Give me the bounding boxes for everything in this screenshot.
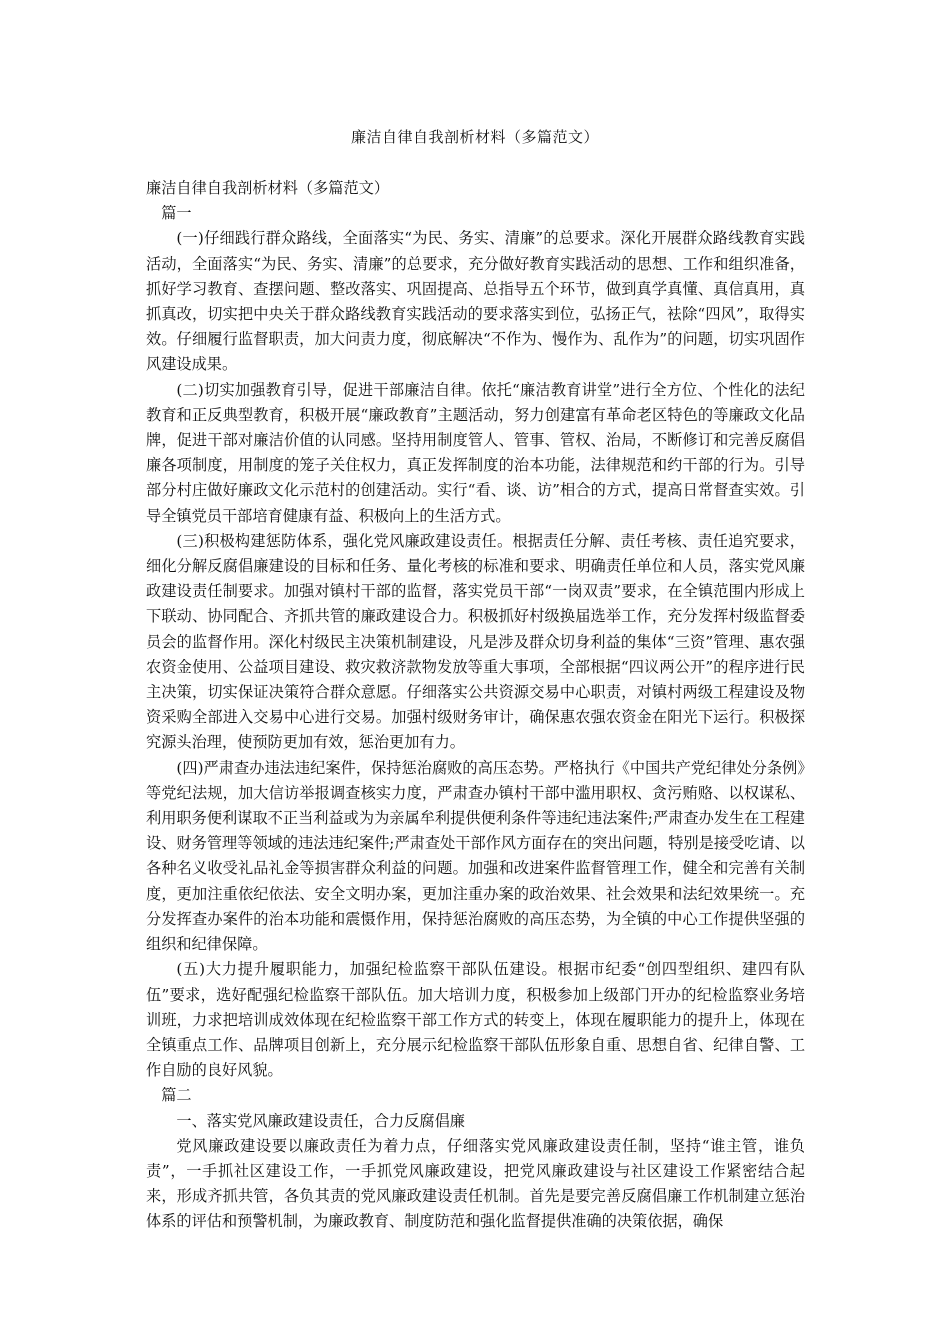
- section-heading: 一、落实党风廉政建设责任，合力反腐倡廉: [176, 1111, 465, 1130]
- paragraph: 党风廉政建设要以廉政责任为着力点，仔细落实党风廉政建设责任制，坚持“谁主管，谁负责”，一手抓社区建设工作，一手抓党风廉政建设，把党风廉政建设与社区建设工作紧密结合起来，形成齐抓共管，各负其责的党风廉政建设责任机制。首先是要完善反腐倡廉工作机制建立惩治体系的评估和预警机制，为廉政教育、制度防范和强化监督提供准确的决策依据，确保: [146, 1136, 805, 1231]
- document-body: [146, 176, 805, 1235]
- section-label-part1: 篇一: [161, 204, 192, 223]
- section-label-part2: 篇二: [161, 1086, 192, 1105]
- document-title: 廉洁自律自我剖析材料（多篇范文）: [350, 128, 599, 146]
- paragraph: (二)切实加强教育引导，促进干部廉洁自律。依托“廉洁教育讲堂”进行全方位、个性化的法纪教育和正反典型教育，积极开展“廉政教育”主题活动，努力创建富有革命老区特色的等廉政文化品牌，促进干部对廉洁价值的认同感。坚持用制度管人、管事、管权、治局，不断修订和完善反腐倡廉各项制度，用制度的笼子关住权力，真正发挥制度的治本功能，法律规范和约干部的行为。引导部分村庄做好廉政文化示范村的创建活动。实行“看、谈、访”相合的方式，提高日常督查实效。引导全镇党员干部培育健康有益、积极向上的生活方式。: [146, 380, 805, 525]
- paragraph: (五)大力提升履职能力，加强纪检监察干部队伍建设。根据市纪委“创四型组织、建四有队伍”要求，选好配强纪检监察干部队伍。加大培训力度，积极参加上级部门开办的纪检监察业务培训班，力求把培训成效体现在纪检监察干部工作方式的转变上，体现在履职能力的提升上，体现在全镇重点工作、品牌项目创新上，充分展示纪检监察干部队伍形象自重、思想自省、纪律自警、工作自励的良好风貌。: [146, 960, 805, 1080]
- paragraph: (四)严肃查办违法违纪案件，保持惩治腐败的高压态势。严格执行《中国共产党纪律处分条例》等党纪法规，加大信访举报调查核实力度，严肃查办镇村干部中滥用职权、贪污贿赂、以权谋私、利用职务便利谋取不正当利益或为为亲属牟利提供便利条件等违纪违法案件;严肃查办发生在工程建设、财务管理等领域的违法违纪案件;严肃查处干部作风方面存在的突出问题，特别是接受吃请、以各种名义收受礼品礼金等损害群众利益的问题。加强和改进案件监督管理工作，健全和完善有关制度，更加注重依纪依法、安全文明办案，更加注重办案的政治效果、社会效果和法纪效果统一。充分发挥查办案件的治本功能和震慑作用，保持惩治腐败的高压态势，为全镇的中心工作提供坚强的组织和纪律保障。: [146, 758, 805, 954]
- paragraph: (三)积极构建惩防体系，强化党风廉政建设责任。根据责任分解、责任考核、责任追究要求，细化分解反腐倡廉建设的目标和任务、量化考核的标准和要求、明确责任单位和人员，落实党风廉政建设责任制要求。加强对镇村干部的监督，落实党员干部“一岗双责”要求，在全镇范围内形成上下联动、协同配合、齐抓共管的廉政建设合力。积极抓好村级换届选举工作，充分发挥村级监督委员会的监督作用。深化村级民主决策机制建设，凡是涉及群众切身利益的集体“三资”管理、惠农强农资金使用、公益项目建设、救灾救济款物发放等重大事项，全部根据“四议两公开”的程序进行民主决策，切实保证决策符合群众意愿。仔细落实公共资源交易中心职责，对镇村两级工程建设及物资采购全部进入交易中心进行交易。加强村级财务审计，确保惠农强农资金在阳光下运行。积极探究源头治理，使预防更加有效，惩治更加有力。: [146, 531, 805, 752]
- document-subtitle: 廉洁自律自我剖析材料（多篇范文）: [146, 179, 389, 197]
- paragraph: (一)仔细践行群众路线，全面落实“为民、务实、清廉”的总要求。深化开展群众路线教育实践活动，全面落实“为民、务实、清廉”的总要求，充分做好教育实践活动的思想、工作和组织准备，抓好学习教育、查摆问题、整改落实、巩固提高、总指导五个环节，做到真学真懂、真信真用，真抓真改，切实把中央关于群众路线教育实践活动的要求落实到位，弘扬正气，袪除“四风”，取得实效。仔细履行监督职责，加大问责力度，彻底解决“不作为、慢作为、乱作为”的问题，切实巩固作风建设成果。: [146, 229, 805, 374]
